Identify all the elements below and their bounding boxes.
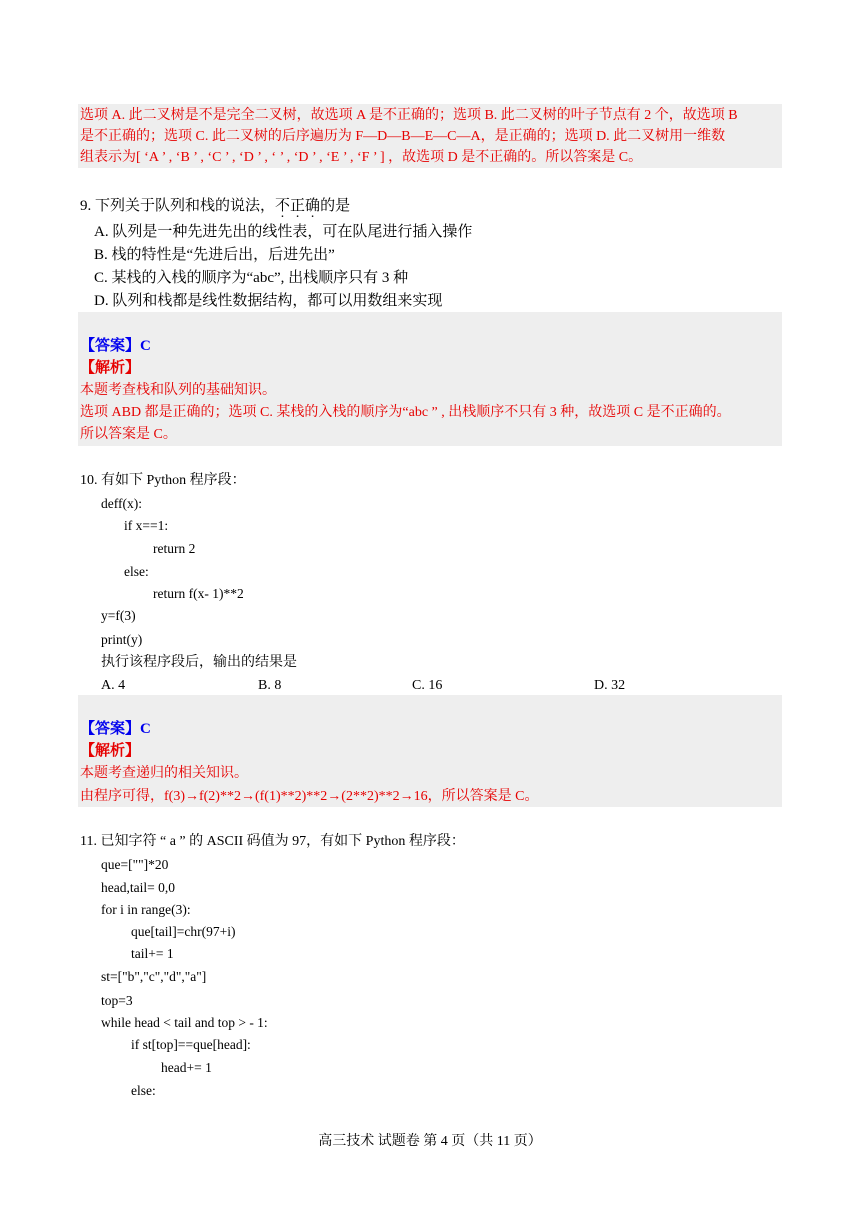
prev-explanation-line: 是不正确的；选项 C. 此二叉树的后序遍历为 F—D—B—E—C—A，是正确的；选项 D. 此二叉树用一维数 (80, 129, 726, 144)
q10-analysis-line: 由程序可得，f(3)→f(2)**2→(f(1)**2)**2→(2**2)**2→16，所以答案是 C。 (80, 789, 539, 804)
q10-option-a: A. 4 (101, 678, 126, 693)
q11-code-line: que=[""]*20 (101, 857, 169, 872)
q10-code-line: print(y) (101, 632, 143, 647)
page-footer: 高三技术 试题卷 第 4 页（共 11 页） (318, 1134, 542, 1149)
q9-stem-prefix: 9. 下列关于队列和栈的说法， (80, 198, 276, 214)
q10-code-line: return 2 (153, 541, 196, 556)
q9-stem-suffix: 的是 (320, 198, 351, 214)
q11-code-line: head+= 1 (161, 1060, 212, 1075)
q9-analysis-line: 本题考查栈和队列的基础知识。 (80, 383, 276, 398)
q9-option-d: D. 队列和栈都是线性数据结构，都可以用数组来实现 (94, 293, 443, 309)
q10-code-line: else: (124, 564, 149, 579)
q9-option-c: C. 某栈的入栈的顺序为“abc”, 出栈顺序只有 3 种 (94, 270, 409, 286)
q10-code-line: deff(x): (101, 496, 142, 511)
q11-code-line: while head < tail and top > - 1: (101, 1015, 268, 1030)
q9-option-b: B. 栈的特性是“先进后出，后进先出” (94, 247, 335, 263)
q9-emphasis-char: 正 (290, 198, 306, 214)
q9-stem (80, 196, 350, 216)
q11-code-line: top=3 (101, 993, 133, 1008)
q10-option-c: C. 16 (412, 678, 443, 693)
q9-analysis-line: 所以答案是 C。 (80, 427, 177, 442)
prev-explanation-line: 组表示为[ ‘A ’ , ‘B ’ , ‘C ’ , ‘D ’ , ‘ ’ , ‘D ’ , ‘E ’ , ‘F ’ ] ，故选项 D 是不正确的。所以答案是 C。 (80, 150, 643, 165)
q11-code-line: st=["b","c","d","a"] (101, 969, 207, 984)
q9-analysis-line: 选项 ABD 都是正确的；选项 C. 某栈的入栈的顺序为“abc ” , 出栈顺序不只有 3 种，故选项 C 是不正确的。 (80, 405, 731, 420)
q10-option-d: D. 32 (594, 678, 626, 693)
q10-code-line: return f(x- 1)**2 (153, 586, 244, 601)
q10-question: 执行该程序段后，输出的结果是 (101, 655, 297, 670)
q10-analysis-line: 本题考查递归的相关知识。 (80, 766, 248, 781)
q9-emphasis-char: 确 (305, 198, 321, 214)
q11-code-line: else: (131, 1083, 156, 1098)
q9-emphasis-char: 不 (275, 198, 291, 214)
q9-analysis-label: 【解析】 (80, 360, 141, 376)
q10-code-line: if x==1: (124, 518, 169, 533)
q10-option-b: B. 8 (258, 678, 282, 693)
q11-stem: 11. 已知字符 “ a ” 的 ASCII 码值为 97，有如下 Python 程序段： (80, 834, 465, 849)
q9-answer-block (78, 312, 782, 446)
q11-code-line: tail+= 1 (131, 946, 174, 961)
q9-option-a: A. 队列是一种先进先出的线性表，可在队尾进行插入操作 (94, 224, 473, 240)
q10-answer-label: 【答案】C (80, 721, 151, 737)
prev-explanation-line: 选项 A. 此二叉树是不是完全二叉树，故选项 A 是不正确的；选项 B. 此二叉树的叶子节点有 2 个，故选项 B (80, 108, 738, 123)
q10-code-line: y=f(3) (101, 608, 136, 623)
q11-code-line: for i in range(3): (101, 902, 191, 917)
q11-code-line: if st[top]==que[head]: (131, 1037, 251, 1052)
q10-analysis-label: 【解析】 (80, 743, 141, 759)
q9-answer-label: 【答案】C (80, 338, 151, 354)
q10-stem: 10. 有如下 Python 程序段： (80, 473, 246, 488)
q11-code-line: que[tail]=chr(97+i) (131, 924, 236, 939)
q11-code-line: head,tail= 0,0 (101, 880, 175, 895)
